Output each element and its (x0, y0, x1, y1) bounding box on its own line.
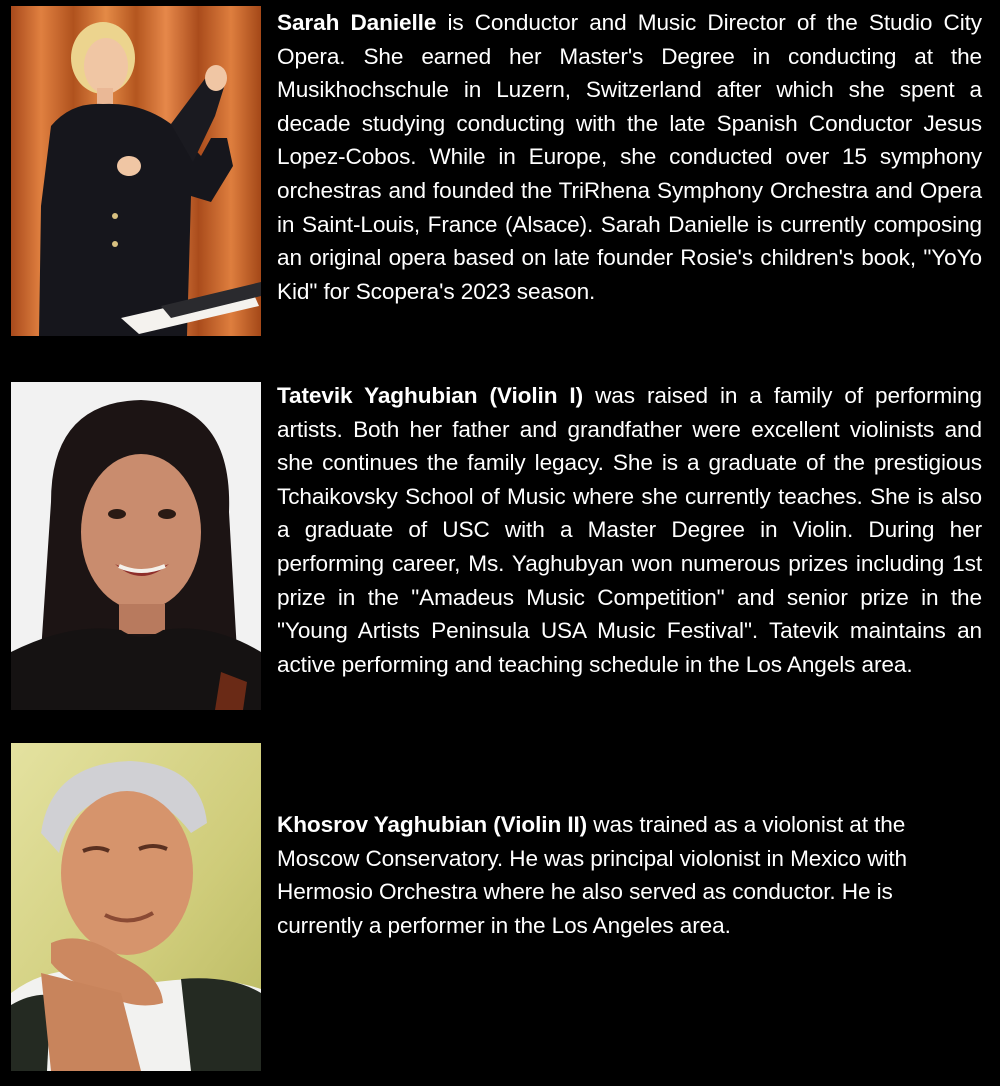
bio-text (277, 6, 982, 308)
bio-sarah-danielle (0, 0, 1000, 345)
bio-name: Tatevik Yaghubian (Violin I) (277, 383, 584, 408)
bio-text (277, 379, 982, 681)
bio-text (277, 808, 982, 942)
bio-tatevik-yaghubian (0, 370, 1000, 715)
bio-description: is Conductor and Music Director of the Studio City Opera. She earned her Master's Degree in conducting at the Musikhochschule in Luzern, Switzerland after which she spent a decade studying conducting with the late Spanish Conductor Jesus Lopez-Cobos. While in Europe, she conducted over 15 symphony orchestras and founded the TriRhena Symphony Orchestra and Opera in Saint-Louis, France (Alsace). Sarah Danielle is currently composing an original opera based on late founder Rosie's children's book, "YoYo Kid" for Scopera's 2023 season. (277, 10, 982, 304)
bio-description: was raised in a family of performing artists. Both her father and grandfather were excellent violinists and she continues the family legacy. She is a graduate of the prestigious Tchaikovsky School of Music where she currently teaches. She is also a graduate of USC with a Master Degree in Violin. During her performing career, Ms. Yaghubyan won numerous prizes including 1st prize in the "Amadeus Music Competition" and senior prize in the "Young Artists Peninsula USA Music Festival". Tatevik maintains an active performing and teaching schedule in the Los Angels area. (277, 383, 982, 677)
bio-description: was trained as a violonist at the Moscow Conservatory. He was principal violonist in Mexico with Hermosio Orchestra where he also served as conductor. He is currently a performer in the Los Angeles area. (277, 812, 907, 938)
bio-khosrov-yaghubian (0, 738, 1000, 1078)
bio-name: Khosrov Yaghubian (Violin II) (277, 812, 588, 837)
bio-name: Sarah Danielle (277, 10, 437, 35)
violinist-photo (11, 382, 261, 710)
violinist-photo (11, 743, 261, 1071)
conductor-photo (11, 6, 261, 336)
